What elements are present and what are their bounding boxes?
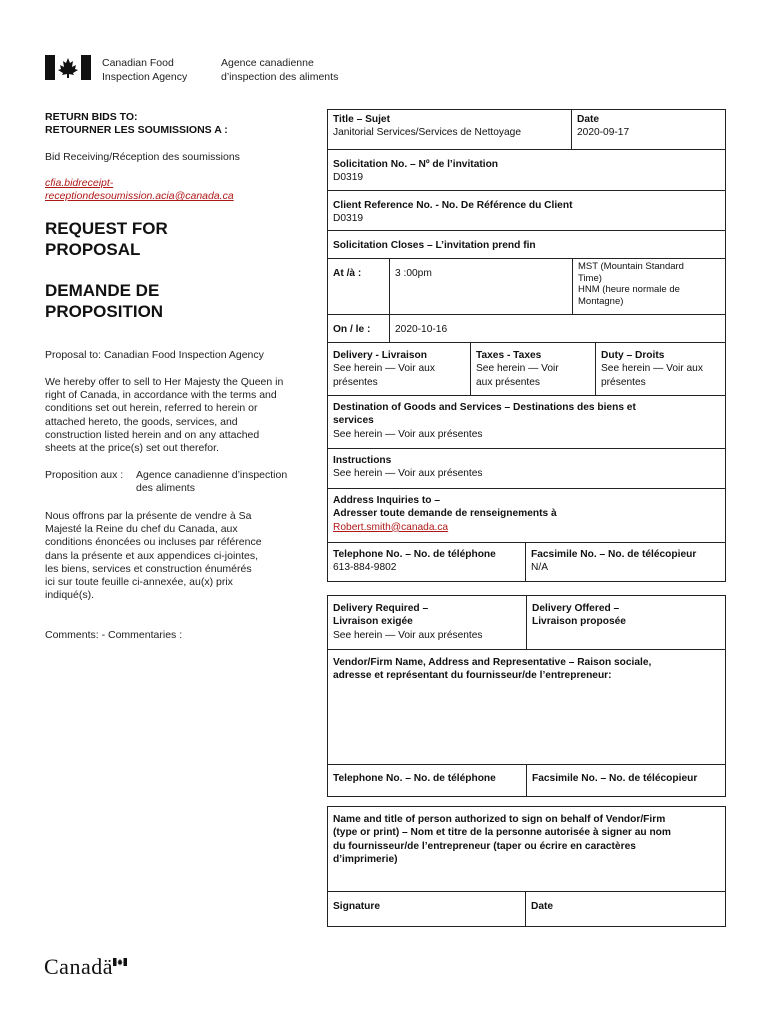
vendor-firm-cell[interactable]: Vendor/Firm Name, Address and Representative – Raison sociale, adresse et représentant du fournisseur/de l’entrepreneur: xyxy=(327,649,726,765)
date-cell: Date 2020-09-17 xyxy=(571,109,726,150)
solicitation-cell: Solicitation No. – Nº de l’invitation D0319 xyxy=(327,149,726,191)
agency-name-fr: Agence canadienne d’inspection des aliments xyxy=(221,57,339,83)
on-label-cell: On / le : xyxy=(327,314,390,343)
bid-receiving-label: Bid Receiving/Réception des soumissions xyxy=(45,151,240,163)
at-value-cell: 3 :00pm xyxy=(389,258,573,315)
title-cell: Title – Sujet Janitorial Services/Services de Nettoyage xyxy=(327,109,572,150)
client-reference-cell: Client Reference No. - No. De Référence du Client D0319 xyxy=(327,190,726,231)
proposition-aux: Proposition aux : Agence canadienne d’inspection des aliments xyxy=(45,469,288,495)
at-label-cell: At /à : xyxy=(327,258,390,315)
authorized-person-cell[interactable]: Name and title of person authorized to sign on behalf of Vendor/Firm (type or print) – Nom et titre de la personne autorisée à signer au nom du fournisseur/de l’entrepreneur (taper ou écrire en caractères d’imprimerie) xyxy=(327,806,726,892)
timezone-cell: MST (Mountain Standard Time) HNM (heure normale de Montagne) xyxy=(572,258,726,315)
duty-cell: Duty – Droits See herein — Voir aux présentes xyxy=(595,342,726,396)
vendor-facsimile-cell[interactable]: Facsimile No. – No. de télécopieur xyxy=(526,764,726,797)
canada-wordmark: Canadä xyxy=(44,954,113,979)
offer-text-en: We hereby offer to sell to Her Majesty the Queen in right of Canada, in accordance with the terms and conditions set out herein, referred to herein or attached hereto, the goods, services, and construction listed herein and on any attached sheets at the price(s) set out therefor. xyxy=(45,376,284,455)
instructions-cell: Instructions See herein — Voir aux présentes xyxy=(327,448,726,489)
canada-wordmark-flag-icon xyxy=(113,958,127,966)
canada-flag-icon xyxy=(45,55,91,80)
return-bids-heading: RETURN BIDS TO: RETOURNER LES SOUMISSIONS A : xyxy=(45,111,228,136)
request-for-proposal-title: REQUEST FOR PROPOSAL xyxy=(45,219,168,259)
comments-label: Comments: - Commentaries : xyxy=(45,629,183,641)
agency-name-en: Canadian Food Inspection Agency xyxy=(102,57,188,83)
signature-date-cell[interactable]: Date xyxy=(525,891,726,927)
offer-text-fr: Nous offrons par la présente de vendre à Sa Majesté la Reine du chef du Canada, aux conditions énoncées ou incluses par référence dans la présente et aux appendices ci-jointes, les biens, services et construction énumérés ici sur toute feuille ci-annexée, au(x) prix indiqué(s). xyxy=(45,510,262,602)
delivery-required-cell: Delivery Required – Livraison exigée See herein — Voir aux présentes xyxy=(327,595,527,650)
delivery-cell: Delivery - Livraison See herein — Voir aux présentes xyxy=(327,342,471,396)
proposal-to: Proposal to: Canadian Food Inspection Agency xyxy=(45,349,264,361)
taxes-cell: Taxes - Taxes See herein — Voir aux présentes xyxy=(470,342,596,396)
demande-de-proposition-title: DEMANDE DE PROPOSITION xyxy=(45,281,164,321)
facsimile-cell: Facsimile No. – No. de télécopieur N/A xyxy=(525,542,726,582)
vendor-telephone-cell[interactable]: Telephone No. – No. de téléphone xyxy=(327,764,527,797)
telephone-cell: Telephone No. – No. de téléphone 613-884-9802 xyxy=(327,542,526,582)
on-value-cell: 2020-10-16 xyxy=(389,314,726,343)
delivery-offered-cell[interactable]: Delivery Offered – Livraison proposée xyxy=(526,595,726,650)
signature-cell[interactable]: Signature xyxy=(327,891,526,927)
address-inquiries-cell: Address Inquiries to – Adresser toute demande de renseignements à Robert.smith@canada.ca xyxy=(327,488,726,543)
inquiries-email-link[interactable]: Robert.smith@canada.ca xyxy=(333,521,449,533)
solicitation-closes-cell: Solicitation Closes – L’invitation prend fin xyxy=(327,230,726,259)
destination-cell: Destination of Goods and Services – Destinations des biens et services See herein — Voir aux présentes xyxy=(327,395,726,449)
bid-email-link[interactable]: cfia.bidreceipt- receptiondesoumission.acia@canada.ca xyxy=(45,177,234,202)
